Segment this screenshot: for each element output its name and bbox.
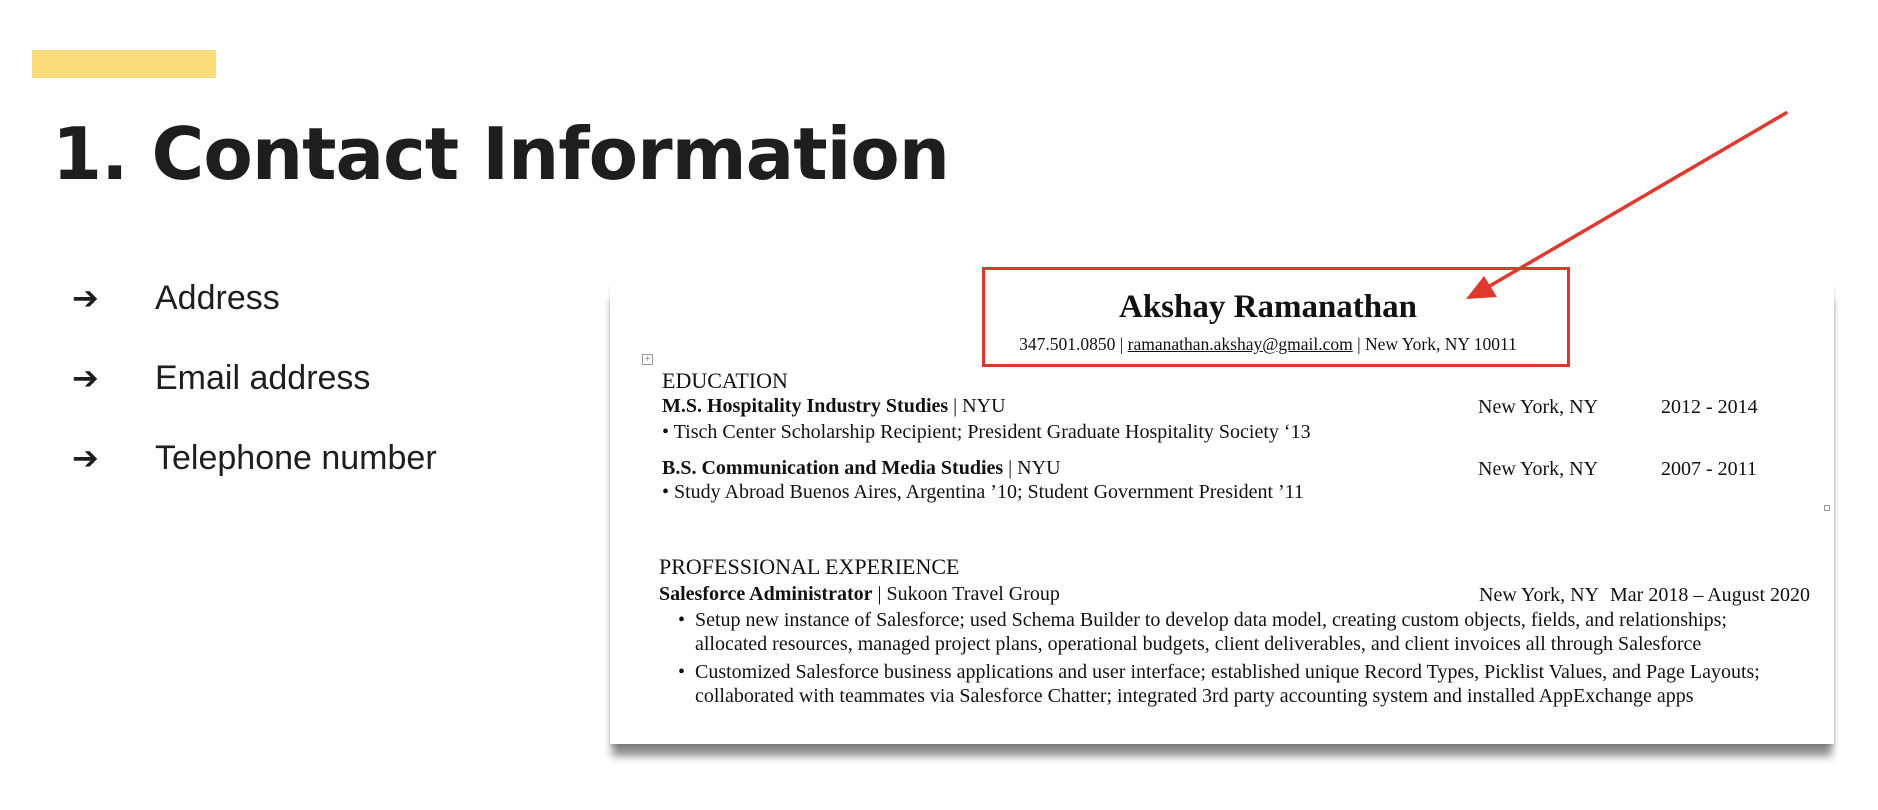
school: | NYU <box>953 395 1006 417</box>
arrow-right-icon: ➔ <box>72 439 99 477</box>
arrow-right-icon: ➔ <box>72 279 99 317</box>
accent-bar <box>32 50 216 78</box>
bullet-list <box>72 276 437 516</box>
company: | Sukoon Travel Group <box>877 583 1060 605</box>
education-location: New York, NY <box>1478 458 1599 480</box>
resume-phone: 347.501.0850 <box>1019 334 1116 354</box>
education-entry-title <box>662 456 1061 480</box>
bullet-text: Telephone number <box>155 439 437 477</box>
experience-heading: PROFESSIONAL EXPERIENCE <box>659 554 960 579</box>
education-note: • Tisch Center Scholarship Recipient; President Graduate Hospitality Society ‘13 <box>662 421 1311 443</box>
bullet-text: Address <box>155 279 280 317</box>
bullet-text: Email address <box>155 359 371 397</box>
school: | NYU <box>1008 457 1061 479</box>
bullet-mark: • <box>678 661 686 683</box>
table-move-handle-icon: + <box>642 354 653 365</box>
education-heading: EDUCATION <box>662 368 788 393</box>
resize-handle-icon <box>1824 505 1830 511</box>
experience-entry-title <box>659 582 1060 606</box>
education-dates: 2007 - 2011 <box>1661 458 1757 480</box>
experience-bullet-line: Setup new instance of Salesforce; used Schema Builder to develop data model, creating custom objects, fields, and relationships; <box>695 609 1727 631</box>
bullet-item-email <box>72 356 437 436</box>
experience-bullet-line: allocated resources, managed project plans, operational budgets, client deliverables, and client invoices all through Salesforce <box>695 633 1702 655</box>
education-location: New York, NY <box>1478 396 1599 418</box>
experience-bullet-line: collaborated with teammates via Salesforce Chatter; integrated 3rd party accounting system and installed AppExchange apps <box>695 685 1694 707</box>
education-entry-title <box>662 394 1006 418</box>
degree: M.S. Hospitality Industry Studies <box>662 395 949 417</box>
highlight-box <box>982 267 1570 367</box>
education-dates: 2012 - 2014 <box>1661 396 1758 418</box>
bullet-mark: • <box>678 609 686 631</box>
experience-dates: Mar 2018 – August 2020 <box>1610 584 1810 606</box>
resume-email: ramanathan.akshay@gmail.com <box>1127 334 1353 354</box>
education-note: • Study Abroad Buenos Aires, Argentina ’10; Student Government President ’11 <box>662 481 1304 503</box>
contact-separator: | <box>1119 334 1124 354</box>
slide-title: 1. Contact Information <box>52 112 950 196</box>
resume-location: New York, NY 10011 <box>1365 334 1517 354</box>
degree: B.S. Communication and Media Studies <box>662 457 1004 479</box>
arrow-right-icon: ➔ <box>72 359 99 397</box>
contact-separator: | <box>1357 334 1361 354</box>
role: Salesforce Administrator <box>659 583 873 605</box>
bullet-item-address <box>72 276 437 356</box>
experience-bullet-line: Customized Salesforce business applications and user interface; established unique Record Types, Picklist Values, and Page Layouts; <box>695 661 1760 683</box>
experience-location: New York, NY <box>1479 584 1600 606</box>
resume-name: Akshay Ramanathan <box>1119 289 1417 325</box>
bullet-item-telephone <box>72 436 437 516</box>
